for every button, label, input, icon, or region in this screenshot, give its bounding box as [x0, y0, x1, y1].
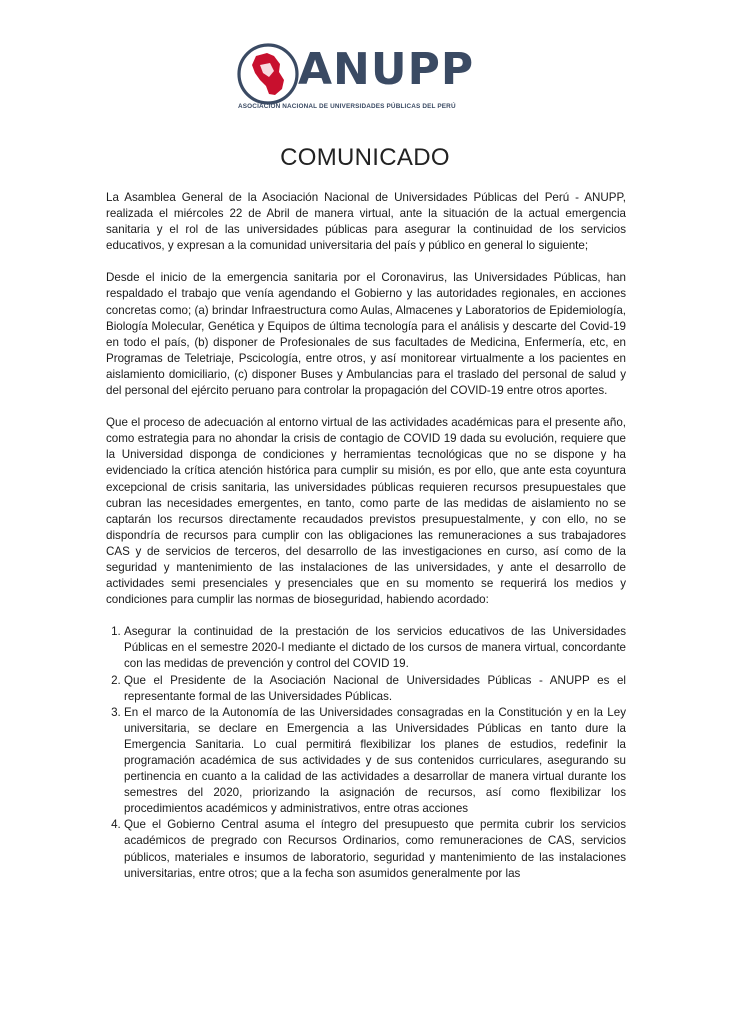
list-item: 4. Que el Gobierno Central asuma el íntegro del presupuesto que permita cubrir los servicios académicos de pregrado con Recursos Ordinarios, como remuneraciones de CAS, servicios públicos, materiales e insumos de laboratorio, seguridad y mantenimiento de las instalaciones universitarias, entre otros; que a la fecha son asumidos generalmente por las	[124, 817, 626, 881]
logo-subtitle: ASOCIACIÓN NACIONAL DE UNIVERSIDADES PÚBLICAS DEL PERÚ	[238, 103, 456, 110]
agreements-list	[106, 624, 626, 882]
anupp-logo	[236, 40, 496, 118]
peru-map-icon	[236, 42, 300, 106]
document-body	[106, 190, 626, 882]
page-title: COMUNICADO	[280, 144, 450, 171]
paragraph-intro: La Asamblea General de la Asociación Nacional de Universidades Públicas del Perú - ANUPP, realizada el miércoles 22 de Abril de manera virtual, ante la situación de la actual emergencia sanitaria y el rol de las universidades públicas para asegurar la continuidad de los servicios educativos, y expresan a la comunidad universitaria del país y público en general lo siguiente;	[106, 191, 626, 253]
list-item: 1. Asegurar la continuidad de la prestación de los servicios educativos de las Universidades Públicas en el semestre 2020-I mediante el dictado de los cursos de manera virtual, concordante con las medidas de prevención y control del COVID 19.	[124, 624, 626, 672]
paragraph-context: Que el proceso de adecuación al entorno virtual de las actividades académicas para el presente año, como estrategia para no ahondar la crisis de contagio de COVID 19 dada su evolución, requiere que la Universidad disponga de condiciones y herramientas tecnológicas que no se dispone y ha evidenciado la crítica atención histórica para cumplir su misión, es por ello, que ante esta coyuntura excepcional de crisis sanitaria, las universidades públicas requieren recursos presupuestales que cubran las necesidades emergentes, en tanto, como parte de las medidas de aislamiento no se captarán los recursos directamente recaudados previstos presupuestalmente, y con ello, no se dispondría de recursos para cumplir con las obligaciones las remuneraciones a sus trabajadores CAS y de servicios de terceros, del desarrollo de las investigaciones en curso, así como de la seguridad y mantenimiento de las instalaciones de las universidades, y ante el desarrollo de actividades semi presenciales y presenciales que en su momento se requerirá los medios y condiciones para cumplir las normas de bioseguridad, habiendo acordado:	[106, 416, 626, 607]
logo-wordmark: ANUPP	[298, 44, 475, 95]
paragraph-actions: Desde el inicio de la emergencia sanitaria por el Coronavirus, las Universidades Públicas, han respaldado el trabajo que venía agendando el Gobierno y las autoridades regionales, en acciones concretas como; (a) brindar Infraestructura como Aulas, Almacenes y Laboratorios de Epidemiología, Biología Molecular, Genética y Equipos de última tecnología para el análisis y descarte del Covid-19 en todo el país, (b) disponer de Profesionales de sus facultades de Medicina, Enfermería, etc, en Programas de Teletriaje, Pscicología, entre otros, y así monitorear virtualmente a los pacientes en aislamiento domiciliario, (c) disponer Buses y Ambulancias para el traslado del personal de salud y del personal del ejército peruano para controlar la propagación del COVID-19 entre otros aportes.	[106, 271, 626, 398]
list-item: 3. En el marco de la Autonomía de las Universidades consagradas en la Constitución y en la Ley universitaria, se declare en Emergencia a las Universidades Públicas en tanto dure la Emergencia Sanitaria. Lo cual permitirá flexibilizar los planes de estudios, redefinir la programación académica de sus actividades y de sus contenidos curriculares, asegurando su pertinencia en cuanto a la calidad de las actividades a desarrollar de manera virtual durante los semestres del 2020, priorizando la asignación de recursos, así como flexibilizar los procedimientos académicos y administrativos, entre otras acciones	[124, 705, 626, 818]
list-item: 2. Que el Presidente de la Asociación Nacional de Universidades Públicas - ANUPP es el representante formal de las Universidades Públicas.	[124, 673, 626, 705]
